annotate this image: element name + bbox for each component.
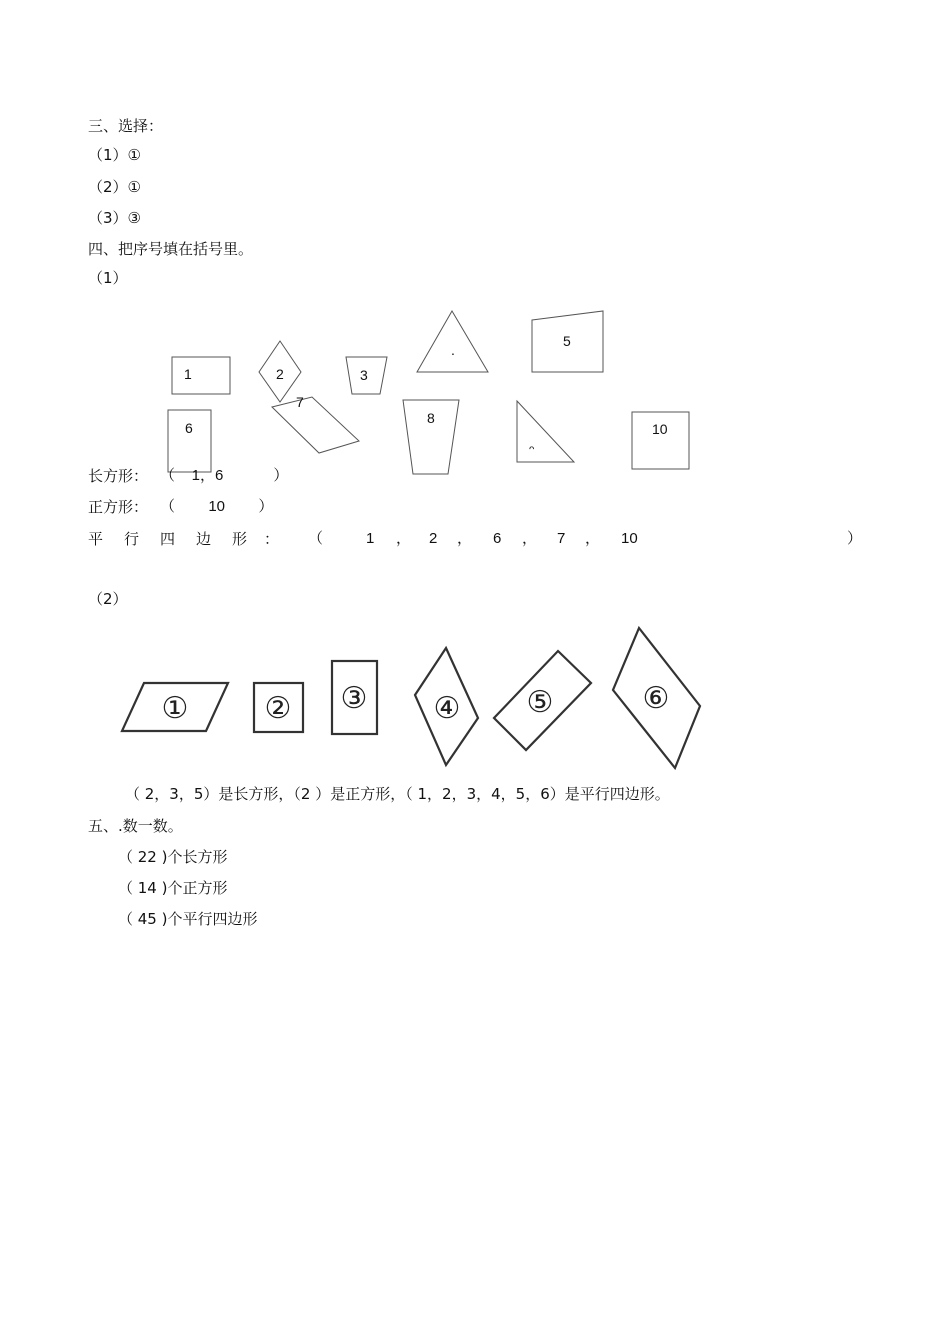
section-3-answer-1: （1）① xyxy=(88,146,141,164)
figure-2-label-3: ③ xyxy=(340,682,368,715)
para-item-10: 10 xyxy=(621,530,638,547)
section-3-title: 三、选择： xyxy=(88,117,164,135)
section-5-item-1: （ 22 )个长方形 xyxy=(118,848,228,866)
section-5-item-2: （ 14 )个正方形 xyxy=(118,879,228,897)
para-char-2: 行 xyxy=(124,530,140,548)
shape-label-2: 2 xyxy=(276,366,284,382)
para-char-1: 平 xyxy=(88,530,104,548)
shape-label-4: . xyxy=(451,342,455,358)
shape-label-3: 3 xyxy=(360,367,368,383)
para-item-1: 1 xyxy=(366,530,375,547)
figure-2-label-6: ⑥ xyxy=(642,682,670,715)
figure-2-label-2: ② xyxy=(264,692,292,725)
rectangle-answer: （ 1，6 ） xyxy=(160,467,289,484)
shape-label-8: 8 xyxy=(427,410,435,426)
rectangle-label: 长方形： xyxy=(88,467,149,485)
para-item-6: 6 xyxy=(493,530,502,547)
square-answer: （ 10 ） xyxy=(160,498,274,515)
shape-label-7: 7 xyxy=(296,394,304,410)
section-4-part-1-label: （1） xyxy=(88,269,128,287)
para-char-5: 形 xyxy=(232,530,248,548)
square-label: 正方形： xyxy=(88,498,149,516)
para-comma-4: ， xyxy=(585,530,601,547)
shape-label-6: 6 xyxy=(185,420,193,436)
section-5-title: 五、.数一数。 xyxy=(88,817,183,835)
section-4-part-2-answer: （ 2，3，5）是长方形，（2 ）是正方形，（ 1，2，3，4，5，6）是平行四边形。 xyxy=(125,785,670,803)
para-item-2: 2 xyxy=(429,530,438,547)
para-comma-2: ， xyxy=(457,530,473,547)
para-open-paren: （ xyxy=(308,530,324,547)
section-3-answer-2: （2）① xyxy=(88,178,141,196)
shape-label-10: 10 xyxy=(652,421,668,437)
shape-label-9: ᵔ xyxy=(529,442,535,458)
section-4-part-2-label: （2） xyxy=(88,590,128,608)
figure-2-label-4: ④ xyxy=(433,692,461,725)
para-comma-1: ， xyxy=(396,530,412,547)
figure-2-label-5: ⑤ xyxy=(526,686,554,719)
section-5-item-3: （ 45 )个平行四边形 xyxy=(118,910,258,928)
section-4-title: 四、把序号填在括号里。 xyxy=(88,240,254,258)
para-comma-3: ， xyxy=(522,530,538,547)
para-close-paren: ） xyxy=(847,530,863,547)
shape-label-1: 1 xyxy=(184,366,192,382)
para-char-4: 边 xyxy=(196,530,212,548)
para-item-7: 7 xyxy=(557,530,566,547)
para-char-6: ： xyxy=(264,530,280,548)
shape-label-5: 5 xyxy=(563,333,571,349)
section-3-answer-3: （3）③ xyxy=(88,209,141,227)
figure-2-label-1: ① xyxy=(161,692,189,725)
para-char-3: 四 xyxy=(160,530,176,548)
